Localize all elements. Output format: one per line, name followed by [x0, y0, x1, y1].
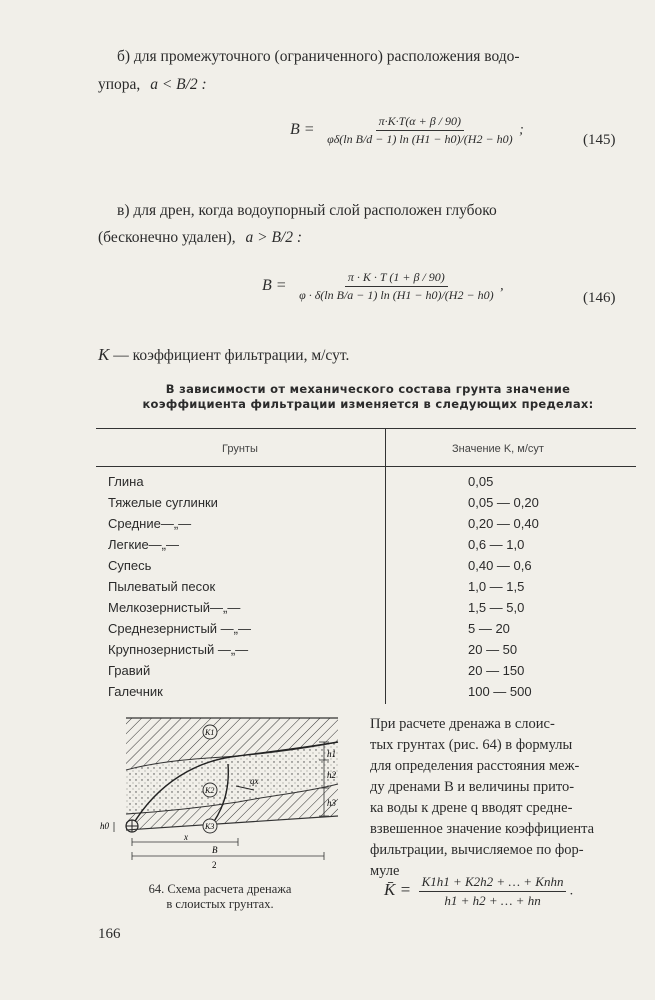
side-paragraph-line: для определения расстояния меж-	[370, 758, 580, 774]
table-row	[96, 474, 636, 495]
para-c-text: (бесконечно удален),	[98, 229, 236, 246]
table-row	[96, 600, 636, 621]
table-cell-soil: Легкие—„—	[108, 537, 180, 552]
table-cell-value: 20 — 50	[468, 642, 518, 657]
table-caption-line2: коэффициента фильтрации изменяется в следующих пределах:	[142, 397, 594, 411]
formula-146-denominator: φ · δ(ln B/a − 1) ln (H1 − h0)/(H2 − h0)	[299, 288, 494, 302]
table-header-value: Значение K, м/сут	[452, 443, 544, 455]
k-symbol: K	[98, 345, 110, 364]
formula-145	[290, 114, 524, 147]
table-row	[96, 642, 636, 663]
label-k3: K3	[205, 822, 215, 831]
side-paragraph	[370, 714, 638, 882]
label-h0: h0	[100, 821, 109, 831]
para-c-line1: в) для дрен, когда водоупорный слой расположен глубоко	[117, 202, 497, 219]
table-cell-value: 1,5 — 5,0	[468, 600, 525, 615]
table-cell-soil: Гравий	[108, 663, 151, 678]
para-b-text: упора,	[98, 76, 141, 93]
para-b-line1: б) для промежуточного (ограниченного) расположения водо-	[117, 48, 520, 65]
table-top-rule	[96, 428, 636, 429]
equation-number-146: (146)	[583, 290, 616, 306]
table-row	[96, 558, 636, 579]
formula-k-average	[384, 874, 573, 909]
table-cell-soil: Мелкозернистый—„—	[108, 600, 241, 615]
figure-caption-line1: 64. Схема расчета дренажа	[148, 882, 292, 896]
formula-k-average-numerator: K1h1 + K2h2 + … + Knhn	[419, 874, 567, 892]
table-cell-value: 20 — 150	[468, 663, 525, 678]
formula-145-numerator: π·K·T(α + β / 90)	[376, 114, 464, 131]
para-c-condition: a > B/2 :	[245, 229, 303, 246]
figure-caption	[100, 882, 340, 912]
formula-k-average-tail: .	[569, 883, 574, 899]
page-number: 166	[98, 926, 121, 942]
table-row	[96, 684, 636, 705]
table-header-soil: Грунты	[222, 443, 258, 455]
para-c-line2	[98, 225, 302, 250]
label-h1: h1	[327, 749, 336, 759]
formula-145-lhs: B =	[290, 120, 315, 138]
formula-k-average-denominator: h1 + h2 + … + hn	[444, 893, 541, 908]
formula-146	[262, 270, 504, 303]
formula-146-lhs: B =	[262, 276, 287, 294]
label-h2: h2	[327, 770, 336, 780]
k-definition	[98, 342, 349, 368]
label-k2: K2	[205, 786, 215, 795]
table-cell-soil: Тяжелые суглинки	[108, 495, 218, 510]
table-cell-soil: Галечник	[108, 684, 163, 699]
formula-146-tail: ,	[500, 278, 504, 294]
table-cell-value: 5 — 20	[468, 621, 510, 636]
formula-k-average-lhs: K̄ =	[384, 879, 412, 899]
table-cell-value: 1,0 — 1,5	[468, 579, 525, 594]
table-cell-soil: Супесь	[108, 558, 152, 573]
side-paragraph-line: тых грунтах (рис. 64) в формулы	[370, 737, 573, 753]
formula-145-denominator: φδ(ln B/d − 1) ln (H1 − h0)/(H2 − h0)	[327, 132, 513, 146]
side-paragraph-line: ду дренами B и величины прито-	[370, 779, 575, 795]
label-two: 2	[212, 860, 217, 870]
para-b-condition: a < B/2 :	[150, 76, 207, 93]
side-paragraph-line: муле	[370, 863, 400, 879]
figure-64-diagram	[98, 712, 346, 878]
table-cell-soil: Глина	[108, 474, 144, 489]
formula-146-numerator: π · K · T (1 + β / 90)	[345, 270, 448, 287]
equation-number-145: (145)	[583, 132, 616, 148]
table-cell-soil: Пылеватый песок	[108, 579, 216, 594]
label-h3: h3	[327, 798, 336, 808]
side-paragraph-line: взвешенное значение коэффициента	[370, 821, 595, 837]
table-row	[96, 537, 636, 558]
table-row	[96, 516, 636, 537]
figure-caption-line2: в слоистых грунтах.	[166, 897, 274, 911]
label-qx: qx	[250, 776, 259, 786]
table-caption	[98, 382, 638, 412]
table-cell-value: 0,40 — 0,6	[468, 558, 532, 573]
table-cell-value: 100 — 500	[468, 684, 532, 699]
formula-145-tail: ;	[519, 122, 524, 138]
table-cell-soil: Среднезернистый —„—	[108, 621, 251, 636]
table-cell-value: 0,05 — 0,20	[468, 495, 539, 510]
table-header-rule	[96, 466, 636, 467]
side-paragraph-line: ка воды к дрене q вводят средне-	[370, 800, 573, 816]
table-cell-value: 0,6 — 1,0	[468, 537, 525, 552]
label-k1: K1	[205, 728, 215, 737]
label-x: x	[184, 832, 188, 842]
table-caption-line1: В зависимости от механического состава грунта значение	[165, 382, 571, 396]
table-row	[96, 579, 636, 600]
label-b: B	[212, 845, 218, 855]
table-cell-soil: Крупнозернистый —„—	[108, 642, 249, 657]
table-row	[96, 663, 636, 684]
table-row	[96, 495, 636, 516]
table-cell-value: 0,05	[468, 474, 494, 489]
table-cell-value: 0,20 — 0,40	[468, 516, 539, 531]
side-paragraph-line: фильтрации, вычисляемое по фор-	[370, 842, 584, 858]
side-paragraph-line: При расчете дренажа в слоис-	[370, 716, 555, 732]
table-cell-soil: Средние—„—	[108, 516, 192, 531]
k-definition-text: — коэффициент фильтрации, м/сут.	[113, 347, 350, 364]
table-row	[96, 621, 636, 642]
para-b-line2	[98, 72, 207, 97]
